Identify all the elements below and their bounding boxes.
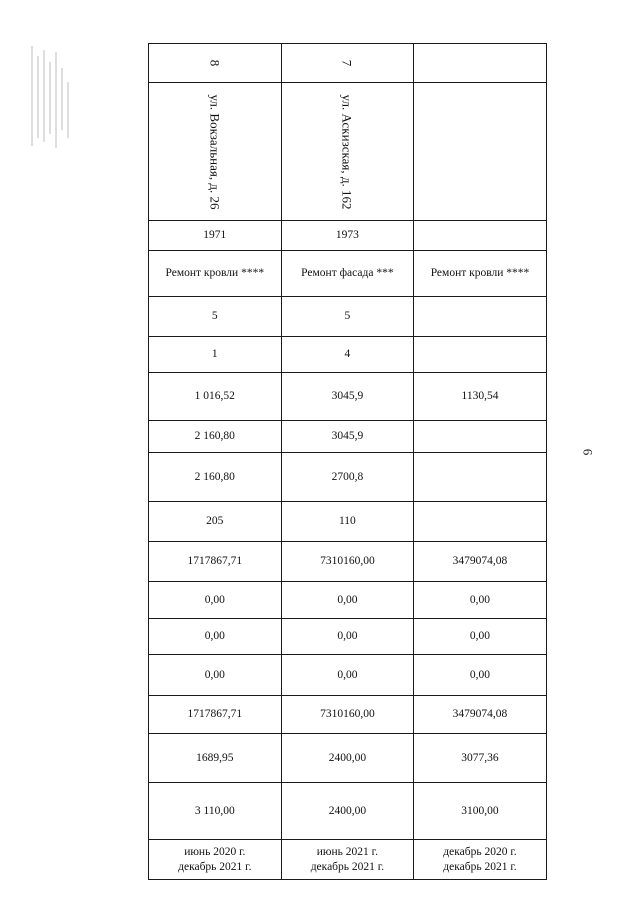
table-cell: 5 (281, 297, 414, 337)
period-start: июнь 2021 г. (316, 845, 378, 858)
table-cell: 3100,00 (414, 783, 547, 840)
table-cell (414, 83, 547, 221)
table-cell: 8 (149, 44, 282, 83)
table-cell: 7 (281, 44, 414, 83)
table-cell (414, 297, 547, 337)
table-cell: 1717867,71 (149, 696, 282, 734)
table-cell: ул. Аскизская, д. 162 (281, 83, 414, 221)
table-cell: 2 160,80 (149, 421, 282, 453)
table-cell: 7310160,00 (281, 542, 414, 582)
table-cell: 1 (149, 337, 282, 373)
table-row (149, 619, 547, 655)
table-cell: 3479074,08 (414, 542, 547, 582)
table-cell: ул. Вокзальная, д. 26 (149, 83, 282, 221)
table-row (149, 840, 547, 880)
table-cell: 0,00 (414, 582, 547, 619)
table-row (149, 582, 547, 619)
table-cell: 0,00 (149, 582, 282, 619)
table-cell: 0,00 (281, 582, 414, 619)
table-cell (149, 840, 282, 880)
table-cell (414, 502, 547, 542)
table-cell: 110 (281, 502, 414, 542)
table-row (149, 421, 547, 453)
period-start: декабрь 2020 г. (443, 845, 517, 858)
page-number: 6 (580, 448, 596, 456)
period-end: декабрь 2021 г. (178, 860, 252, 873)
table-cell: 3479074,08 (414, 696, 547, 734)
table-cell: 3045,9 (281, 373, 414, 421)
table-cell: Ремонт фасада *** (281, 251, 414, 297)
faded-stamp (26, 42, 72, 152)
repair-table (148, 43, 547, 880)
table-cell: 0,00 (281, 619, 414, 655)
table-cell: 1717867,71 (149, 542, 282, 582)
table-cell (414, 453, 547, 502)
table-row (149, 453, 547, 502)
table-cell: 7310160,00 (281, 696, 414, 734)
table-cell (414, 421, 547, 453)
table-cell: 2400,00 (281, 783, 414, 840)
period-start: июнь 2020 г. (184, 845, 246, 858)
table-cell (414, 44, 547, 83)
table-row (149, 696, 547, 734)
table-row (149, 734, 547, 783)
table-row (149, 44, 547, 83)
table-cell: Ремонт кровли **** (414, 251, 547, 297)
table-cell: 3 110,00 (149, 783, 282, 840)
table-cell: 1971 (149, 221, 282, 251)
table-cell (281, 840, 414, 880)
table-row (149, 783, 547, 840)
table-cell: 0,00 (414, 655, 547, 696)
table-cell: 3077,36 (414, 734, 547, 783)
table-row (149, 542, 547, 582)
table-cell: 0,00 (149, 619, 282, 655)
table-cell: 2700,8 (281, 453, 414, 502)
table-cell: 1 016,52 (149, 373, 282, 421)
table-cell: 0,00 (281, 655, 414, 696)
table-cell (414, 221, 547, 251)
table-cell: 5 (149, 297, 282, 337)
table-cell (414, 840, 547, 880)
table-row (149, 502, 547, 542)
table-row (149, 655, 547, 696)
table-cell: 3045,9 (281, 421, 414, 453)
table-row (149, 373, 547, 421)
table-cell: 1973 (281, 221, 414, 251)
table-cell: 2 160,80 (149, 453, 282, 502)
table-row (149, 83, 547, 221)
table-cell: 0,00 (149, 655, 282, 696)
table-row (149, 337, 547, 373)
table-cell: 2400,00 (281, 734, 414, 783)
table-cell: Ремонт кровли **** (149, 251, 282, 297)
table-row (149, 297, 547, 337)
table-cell: 0,00 (414, 619, 547, 655)
table-cell: 4 (281, 337, 414, 373)
period-end: декабрь 2021 г. (443, 860, 517, 873)
period-end: декабрь 2021 г. (310, 860, 385, 873)
table-cell: 205 (149, 502, 282, 542)
table-cell: 1130,54 (414, 373, 547, 421)
table-cell (414, 337, 547, 373)
table-row (149, 221, 547, 251)
table-row (149, 251, 547, 297)
table-cell: 1689,95 (149, 734, 282, 783)
